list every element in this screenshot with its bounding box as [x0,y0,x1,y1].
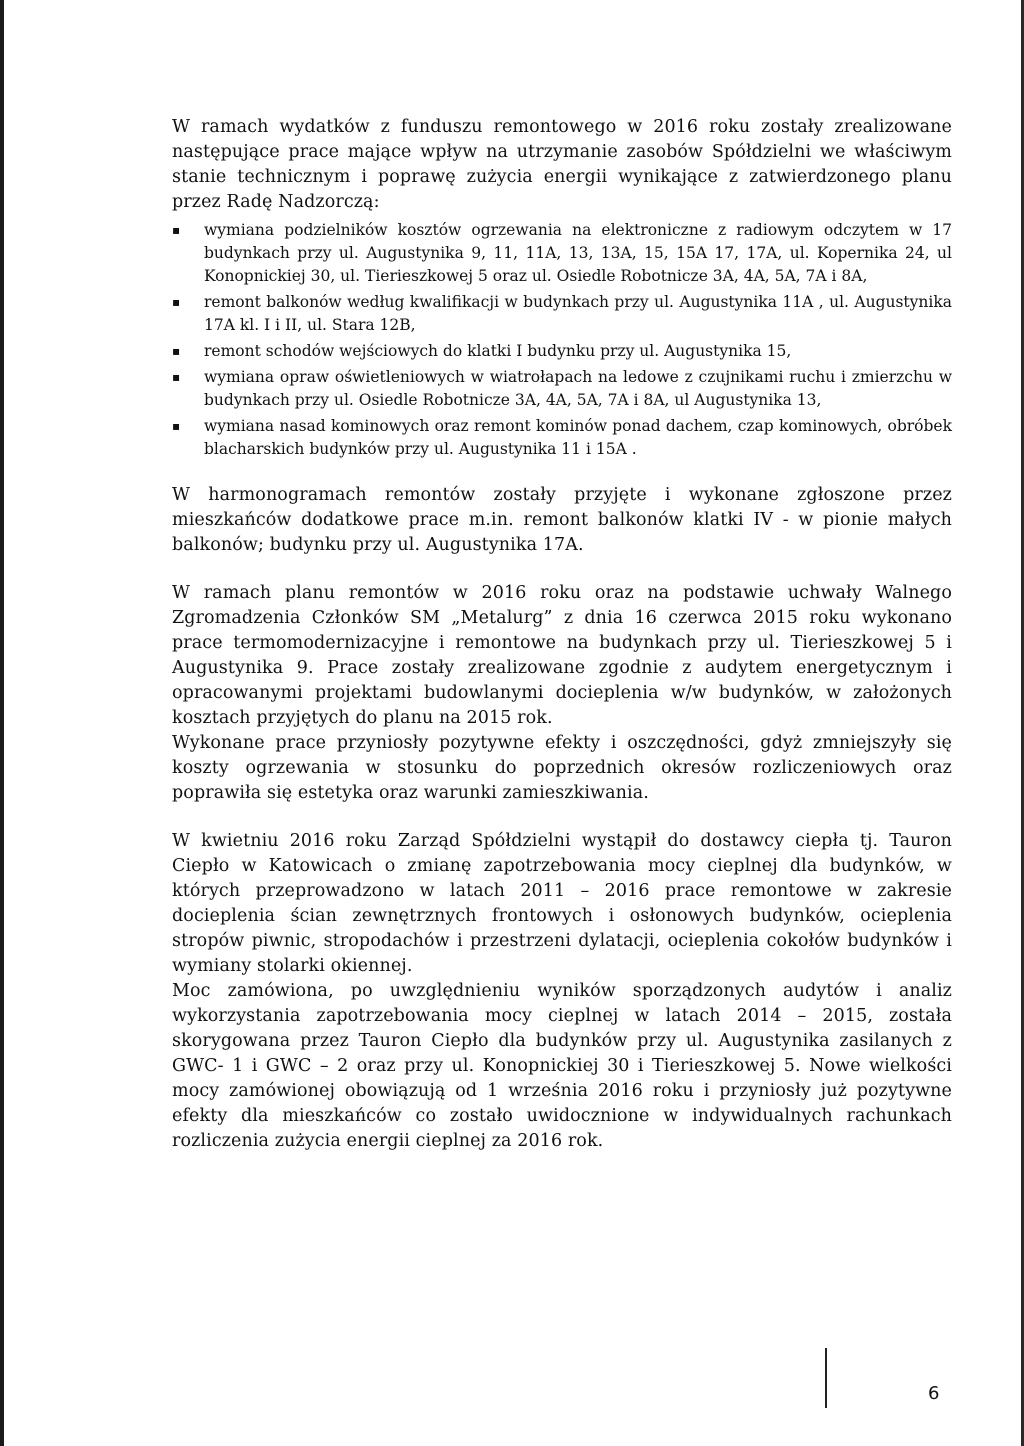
list-item-text: wymiana nasad kominowych oraz remont kominów ponad dachem, czap kominowych, obróbek blacharskich budynków przy ul. Augustynika 11 i 15A . [204,417,952,458]
paragraph-intro: W ramach wydatków z funduszu remontowego w 2016 roku zostały zrealizowane następujące prace mające wpływ na utrzymanie zasobów Spółdzielni we właściwym stanie technicznym i poprawę zużycia energii wynikające z zatwierdzonego planu przez Radę Nadzorczą: [172,117,952,212]
margin-line-mark [825,1348,827,1408]
list-item-text: wymiana podzielników kosztów ogrzewania na elektroniczne z radiowym odczytem w 17 budynkach przy ul. Augustynika 9, 11, 11A, 13, 13A, 15, 15A 17, 17A, ul. Kopernika 24, ul Konopnickiej 30, ul. Tierieszkowej 5 oraz ul. Osiedle Robotnicze 3A, 4A, 5A, 7A i 8A, [204,221,952,285]
paragraph-effects: Wykonane prace przyniosły pozytywne efekty i oszczędności, gdyż zmniejszyły się koszty ogrzewania w stosunku do poprzednich okresów rozliczeniowych oraz poprawiła się estetyka oraz warunki zamieszkiwania. [172,733,952,803]
bullet-marker-icon: ▪ [172,419,181,433]
section-additional-works [172,483,952,558]
bullet-list [172,219,952,461]
bullet-marker-icon: ▪ [172,370,181,384]
list-item [172,219,952,288]
document-body [172,115,952,1177]
list-item [172,415,952,461]
paragraph-thermomodernization: W ramach planu remontów w 2016 roku oraz na podstawie uchwały Walnego Zgromadzenia Członków SM „Metalurg” z dnia 16 czerwca 2015 roku wykonano prace termomodernizacyjne i remontowe na budynkach przy ul. Tierieszkowej 5 i Augustynika 9. Prace zostały zrealizowane zgodnie z audytem energetycznym i opracowanymi projektami budowlanymi docieplenia w/w budynków, w założonych kosztach przyjętych do planu na 2015 rok. [172,583,952,728]
page-number: 6 [928,1383,940,1404]
bullet-marker-icon: ▪ [172,295,181,309]
list-item-text: wymiana opraw oświetleniowych w wiatrołapach na ledowe z czujnikami ruchu i zmierzchu w budynkach przy ul. Osiedle Robotnicze 3A, 4A, 5A, 7A i 8A, ul Augustynika 13, [204,368,952,409]
paragraph-heat-request: W kwietniu 2016 roku Zarząd Spółdzielni wystąpił do dostawcy ciepła tj. Tauron Ciepło w Katowicach o zmianę zapotrzebowania mocy cieplnej dla budynków, w których przeprowadzono w latach 2011 – 2016 prace remontowe w zakresie docieplenia ścian zewnętrznych frontowych i osłonowych budynków, ocieplenia stropów piwnic, stropodachów i przestrzeni dylatacji, ocieplenia cokołów budynków i wymiany stolarki okiennej. [172,831,952,976]
paragraph-additional-works: W harmonogramach remontów zostały przyjęte i wykonane zgłoszone przez mieszkańców dodatkowe prace m.in. remont balkonów klatki IV - w pionie małych balkonów; budynku przy ul. Augustynika 17A. [172,485,952,555]
paragraph-ordered-power: Moc zamówiona, po uwzględnieniu wyników sporządzonych audytów i analiz wykorzystania zapotrzebowania mocy cieplnej w latach 2014 – 2015, została skorygowana przez Tauron Ciepło dla budynków przy ul. Augustynika zasilanych z GWC- 1 i GWC – 2 oraz przy ul. Konopnickiej 30 i Tierieszkowej 5. Nowe wielkości mocy zamówionej obowiązują od 1 września 2016 roku i przyniosły już pozytywne efekty dla mieszkańców co zostało uwidocznione w indywidualnych rachunkach rozliczenia zużycia energii cieplnej za 2016 rok. [172,981,952,1151]
scan-border-left [0,0,4,1446]
list-item [172,340,952,363]
list-item [172,366,952,412]
bullet-marker-icon: ▪ [172,223,181,237]
list-item [172,291,952,337]
section-heat-demand [172,829,952,1154]
list-item-text: remont schodów wejściowych do klatki I budynku przy ul. Augustynika 15, [204,342,792,360]
bullet-marker-icon: ▪ [172,344,181,358]
list-item-text: remont balkonów według kwalifikacji w budynkach przy ul. Augustynika 11A , ul. Augustynika 17A kl. I i II, ul. Stara 12B, [204,293,952,334]
section-thermomodernization [172,581,952,806]
